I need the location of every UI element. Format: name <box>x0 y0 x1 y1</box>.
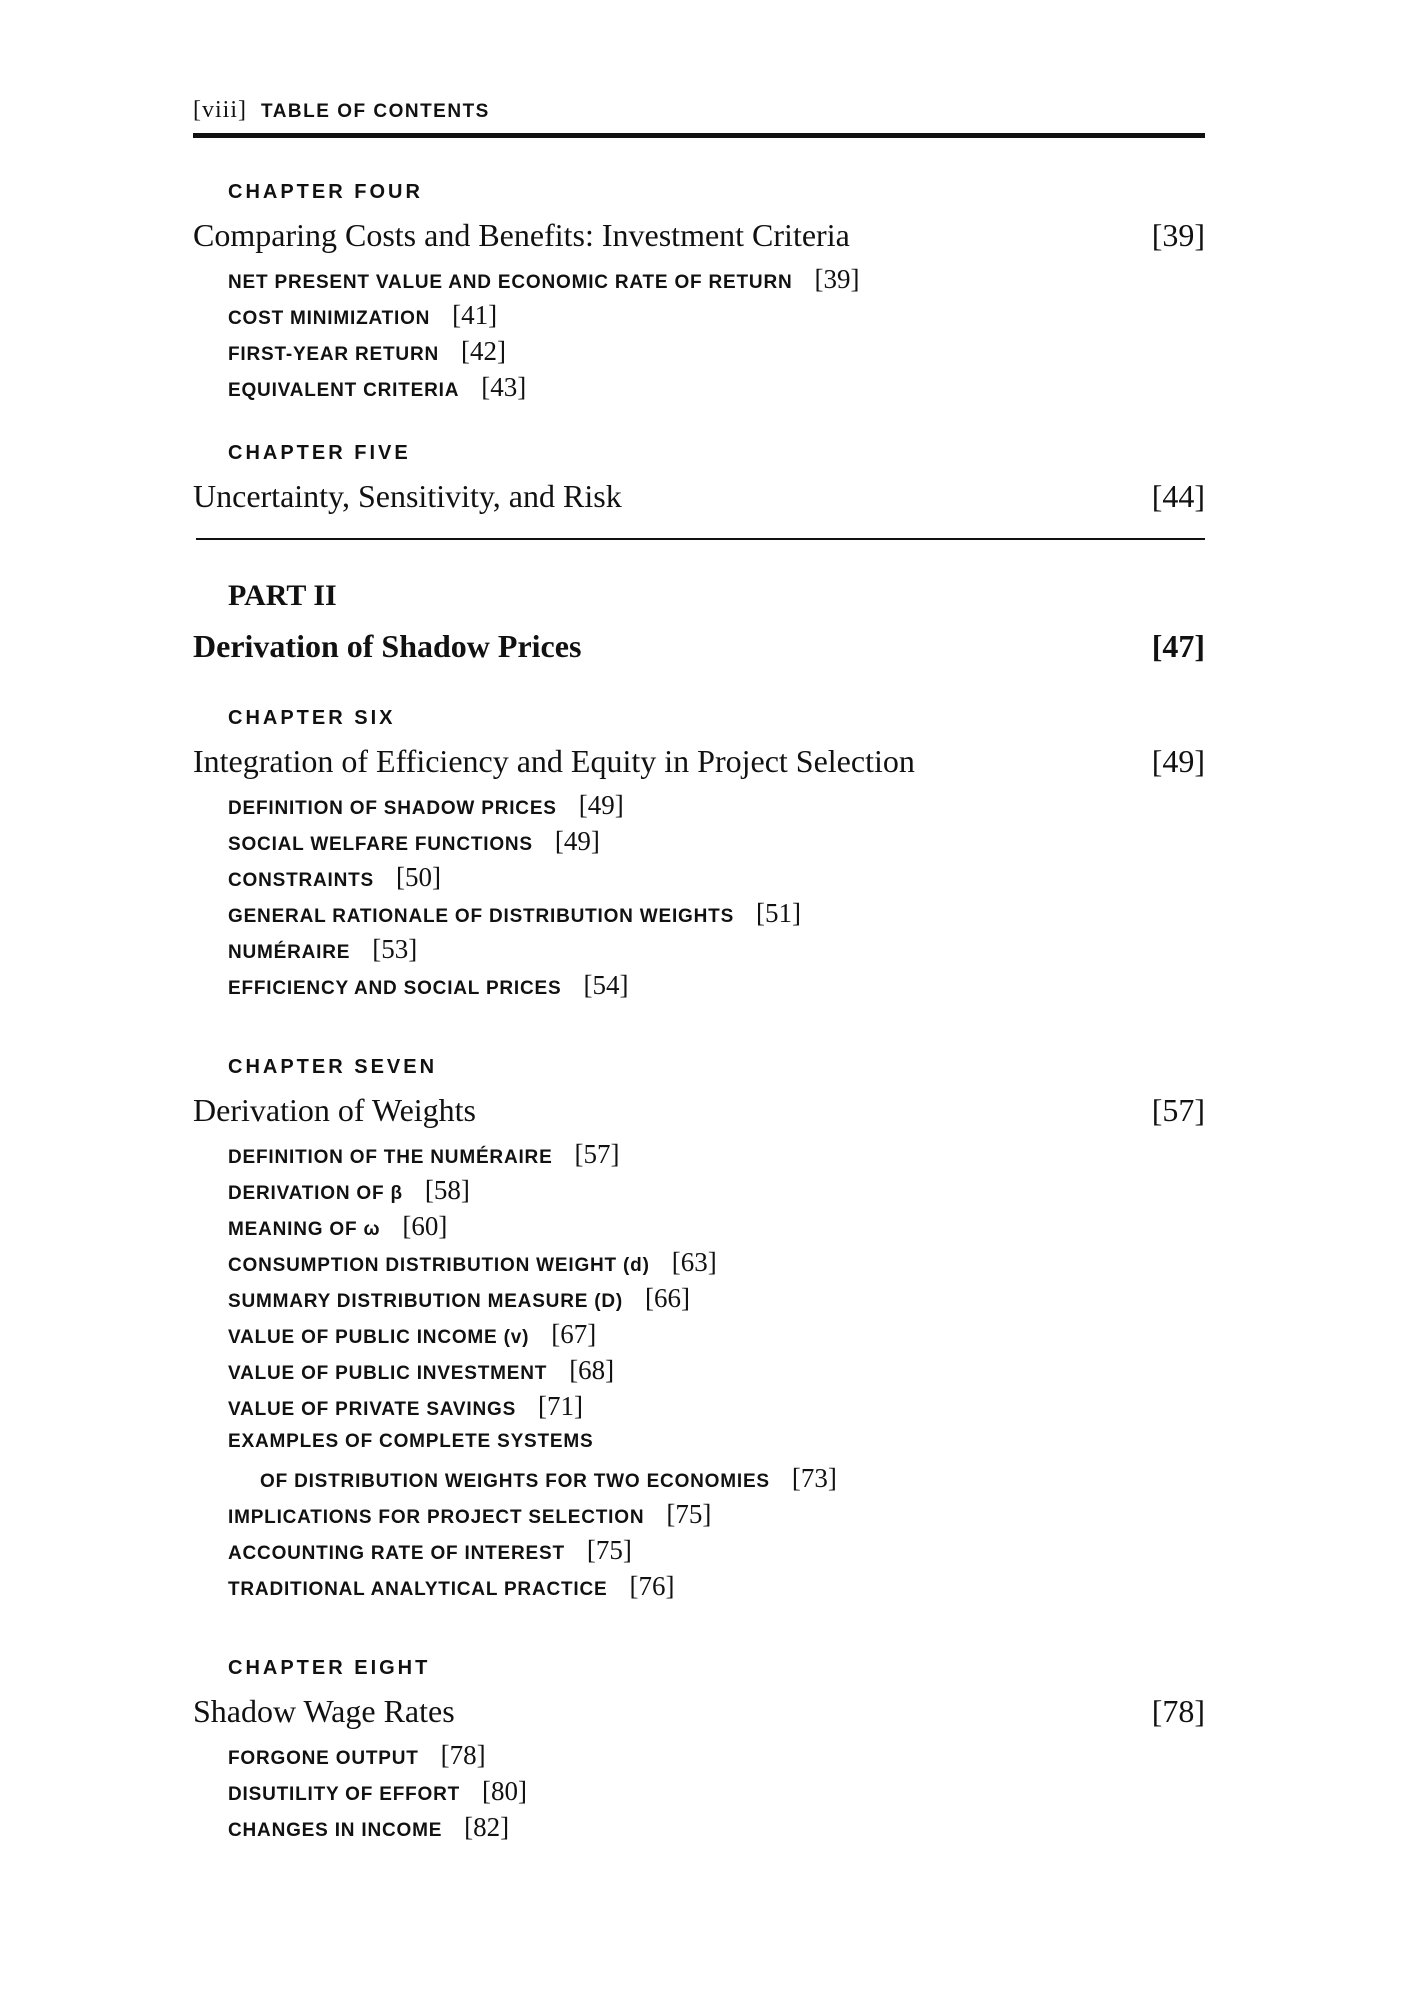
chapter-label: CHAPTER EIGHT <box>228 1657 431 1679</box>
toc-entry-page: [76] <box>629 1571 675 1601</box>
toc-entry-page: [67] <box>551 1319 597 1349</box>
part-page: [47] <box>1151 628 1205 664</box>
chapter-title-row <box>193 1084 1205 1136</box>
chapter-title-row <box>193 735 1205 787</box>
toc-entry-text: OF DISTRIBUTION WEIGHTS FOR TWO ECONOMIES <box>260 1471 770 1492</box>
toc-entry-text: NUMÉRAIRE <box>228 942 351 963</box>
chapter-label: CHAPTER FIVE <box>228 442 411 464</box>
chapter-page: [44] <box>1151 478 1205 514</box>
chapter-title: Comparing Costs and Benefits: Investment Criteria <box>193 217 850 253</box>
toc-entry-text: TRADITIONAL ANALYTICAL PRACTICE <box>228 1579 608 1600</box>
toc-entry-continuation <box>228 1460 1205 1496</box>
toc-entry-page: [51] <box>756 898 802 928</box>
toc-entry-text: EXAMPLES OF COMPLETE SYSTEMS <box>228 1431 594 1452</box>
toc-entry-text: EFFICIENCY AND SOCIAL PRICES <box>228 978 562 999</box>
toc-entry-page: [53] <box>372 934 418 964</box>
toc-entry <box>228 1280 1205 1316</box>
part-divider-rule <box>196 538 1205 540</box>
toc-entry-page: [50] <box>396 862 442 892</box>
toc-entry-text: IMPLICATIONS FOR PROJECT SELECTION <box>228 1507 645 1528</box>
chapter-title: Uncertainty, Sensitivity, and Risk <box>193 478 622 514</box>
toc-entry-page: [58] <box>424 1175 470 1205</box>
toc-entry <box>228 1208 1205 1244</box>
part-two <box>193 572 1205 672</box>
toc-entry-text: VALUE OF PUBLIC INCOME (v) <box>228 1327 530 1348</box>
part-title: Derivation of Shadow Prices <box>193 628 582 664</box>
toc-entry-text: DISUTILITY OF EFFORT <box>228 1784 461 1805</box>
toc-entry-page: [60] <box>402 1211 448 1241</box>
chapter-six <box>193 701 1205 1003</box>
chapter-title-row <box>193 470 1205 522</box>
header-title: TABLE OF CONTENTS <box>261 101 490 122</box>
part-title-row <box>193 620 1205 672</box>
toc-entry-text: SOCIAL WELFARE FUNCTIONS <box>228 834 533 855</box>
toc-entry <box>228 1496 1205 1532</box>
toc-entry-text: EQUIVALENT CRITERIA <box>228 380 460 401</box>
chapter-label: CHAPTER FOUR <box>228 181 423 203</box>
chapter-page: [49] <box>1151 743 1205 779</box>
toc-entry <box>228 787 1205 823</box>
toc-entry-page: [82] <box>464 1812 510 1842</box>
toc-entry <box>228 1316 1205 1352</box>
toc-entry-text: CONSUMPTION DISTRIBUTION WEIGHT (d) <box>228 1255 650 1276</box>
toc-entry-page: [42] <box>461 336 506 366</box>
toc-entry <box>228 823 1205 859</box>
header-page-number: [viii] <box>193 97 247 123</box>
section-list <box>228 787 1205 1003</box>
toc-entry-text: ACCOUNTING RATE OF INTEREST <box>228 1543 565 1564</box>
toc-entry <box>228 1532 1205 1568</box>
toc-entry-text: NET PRESENT VALUE AND ECONOMIC RATE OF RETURN <box>228 272 793 293</box>
toc-entry <box>228 333 1205 369</box>
toc-entry <box>228 931 1205 967</box>
toc-entry-text: COST MINIMIZATION <box>228 308 431 329</box>
chapter-page: [39] <box>1151 217 1205 253</box>
chapter-title: Shadow Wage Rates <box>193 1693 455 1729</box>
part-label: PART II <box>228 579 337 612</box>
toc-entry-text: DEFINITION OF THE NUMÉRAIRE <box>228 1147 553 1168</box>
section-list <box>228 261 1205 405</box>
toc-entry <box>228 369 1205 405</box>
toc-entry <box>228 859 1205 895</box>
chapter-eight <box>193 1651 1205 1845</box>
section-list <box>228 1136 1205 1604</box>
running-head <box>193 97 490 124</box>
toc-entry-page: [43] <box>481 372 527 402</box>
toc-entry-page: [75] <box>586 1535 632 1565</box>
toc-entry-page: [66] <box>645 1283 691 1313</box>
toc-entry <box>228 895 1205 931</box>
chapter-title-row <box>193 209 1205 261</box>
chapter-title: Integration of Efficiency and Equity in Project Selection <box>193 743 915 779</box>
toc-entry <box>228 1388 1205 1424</box>
chapter-five <box>193 436 1205 522</box>
toc-entry-text: DEFINITION OF SHADOW PRICES <box>228 798 557 819</box>
toc-entry-page: [80] <box>482 1776 528 1806</box>
chapter-title-row <box>193 1685 1205 1737</box>
chapter-four <box>193 175 1205 405</box>
chapter-title: Derivation of Weights <box>193 1092 476 1128</box>
toc-entry <box>228 1568 1205 1604</box>
toc-entry-text: CHANGES IN INCOME <box>228 1820 443 1841</box>
toc-entry <box>228 261 1205 297</box>
toc-entry-page: [49] <box>554 826 600 856</box>
toc-entry <box>228 1136 1205 1172</box>
toc-entry <box>228 1809 1205 1845</box>
toc-entry-page: [75] <box>666 1499 712 1529</box>
toc-entry <box>228 1737 1205 1773</box>
section-list <box>228 1737 1205 1845</box>
toc-entry-page: [57] <box>574 1139 620 1169</box>
toc-entry <box>228 1424 1205 1460</box>
header-rule <box>193 133 1205 138</box>
toc-entry <box>228 1172 1205 1208</box>
toc-entry <box>228 1244 1205 1280</box>
toc-entry-page: [39] <box>814 264 860 294</box>
toc-entry-text: SUMMARY DISTRIBUTION MEASURE (D) <box>228 1291 624 1312</box>
toc-entry <box>228 1352 1205 1388</box>
toc-entry <box>228 297 1205 333</box>
chapter-seven <box>193 1050 1205 1604</box>
toc-entry <box>228 967 1205 1003</box>
toc-entry-page: [73] <box>791 1463 837 1493</box>
toc-entry-text: FORGONE OUTPUT <box>228 1748 419 1769</box>
toc-entry-text: MEANING OF ω <box>228 1219 381 1240</box>
chapter-page: [78] <box>1151 1693 1205 1729</box>
chapter-label: CHAPTER SIX <box>228 707 396 729</box>
toc-entry-page: [63] <box>671 1247 717 1277</box>
chapter-label: CHAPTER SEVEN <box>228 1056 438 1078</box>
toc-entry-text: VALUE OF PUBLIC INVESTMENT <box>228 1363 548 1384</box>
toc-entry-text: GENERAL RATIONALE OF DISTRIBUTION WEIGHTS <box>228 906 735 927</box>
toc-entry-page: [78] <box>440 1740 486 1770</box>
toc-entry-text: DERIVATION OF β <box>228 1183 403 1204</box>
toc-entry-page: [41] <box>452 300 498 330</box>
toc-entry-text: FIRST-YEAR RETURN <box>228 344 439 365</box>
toc-entry <box>228 1773 1205 1809</box>
toc-entry-text: CONSTRAINTS <box>228 870 375 891</box>
toc-entry-page: [71] <box>538 1391 584 1421</box>
toc-entry-page: [54] <box>583 970 629 1000</box>
toc-entry-page: [49] <box>578 790 624 820</box>
toc-entry-page: [68] <box>569 1355 615 1385</box>
chapter-page: [57] <box>1151 1092 1205 1128</box>
toc-entry-text: VALUE OF PRIVATE SAVINGS <box>228 1399 517 1420</box>
